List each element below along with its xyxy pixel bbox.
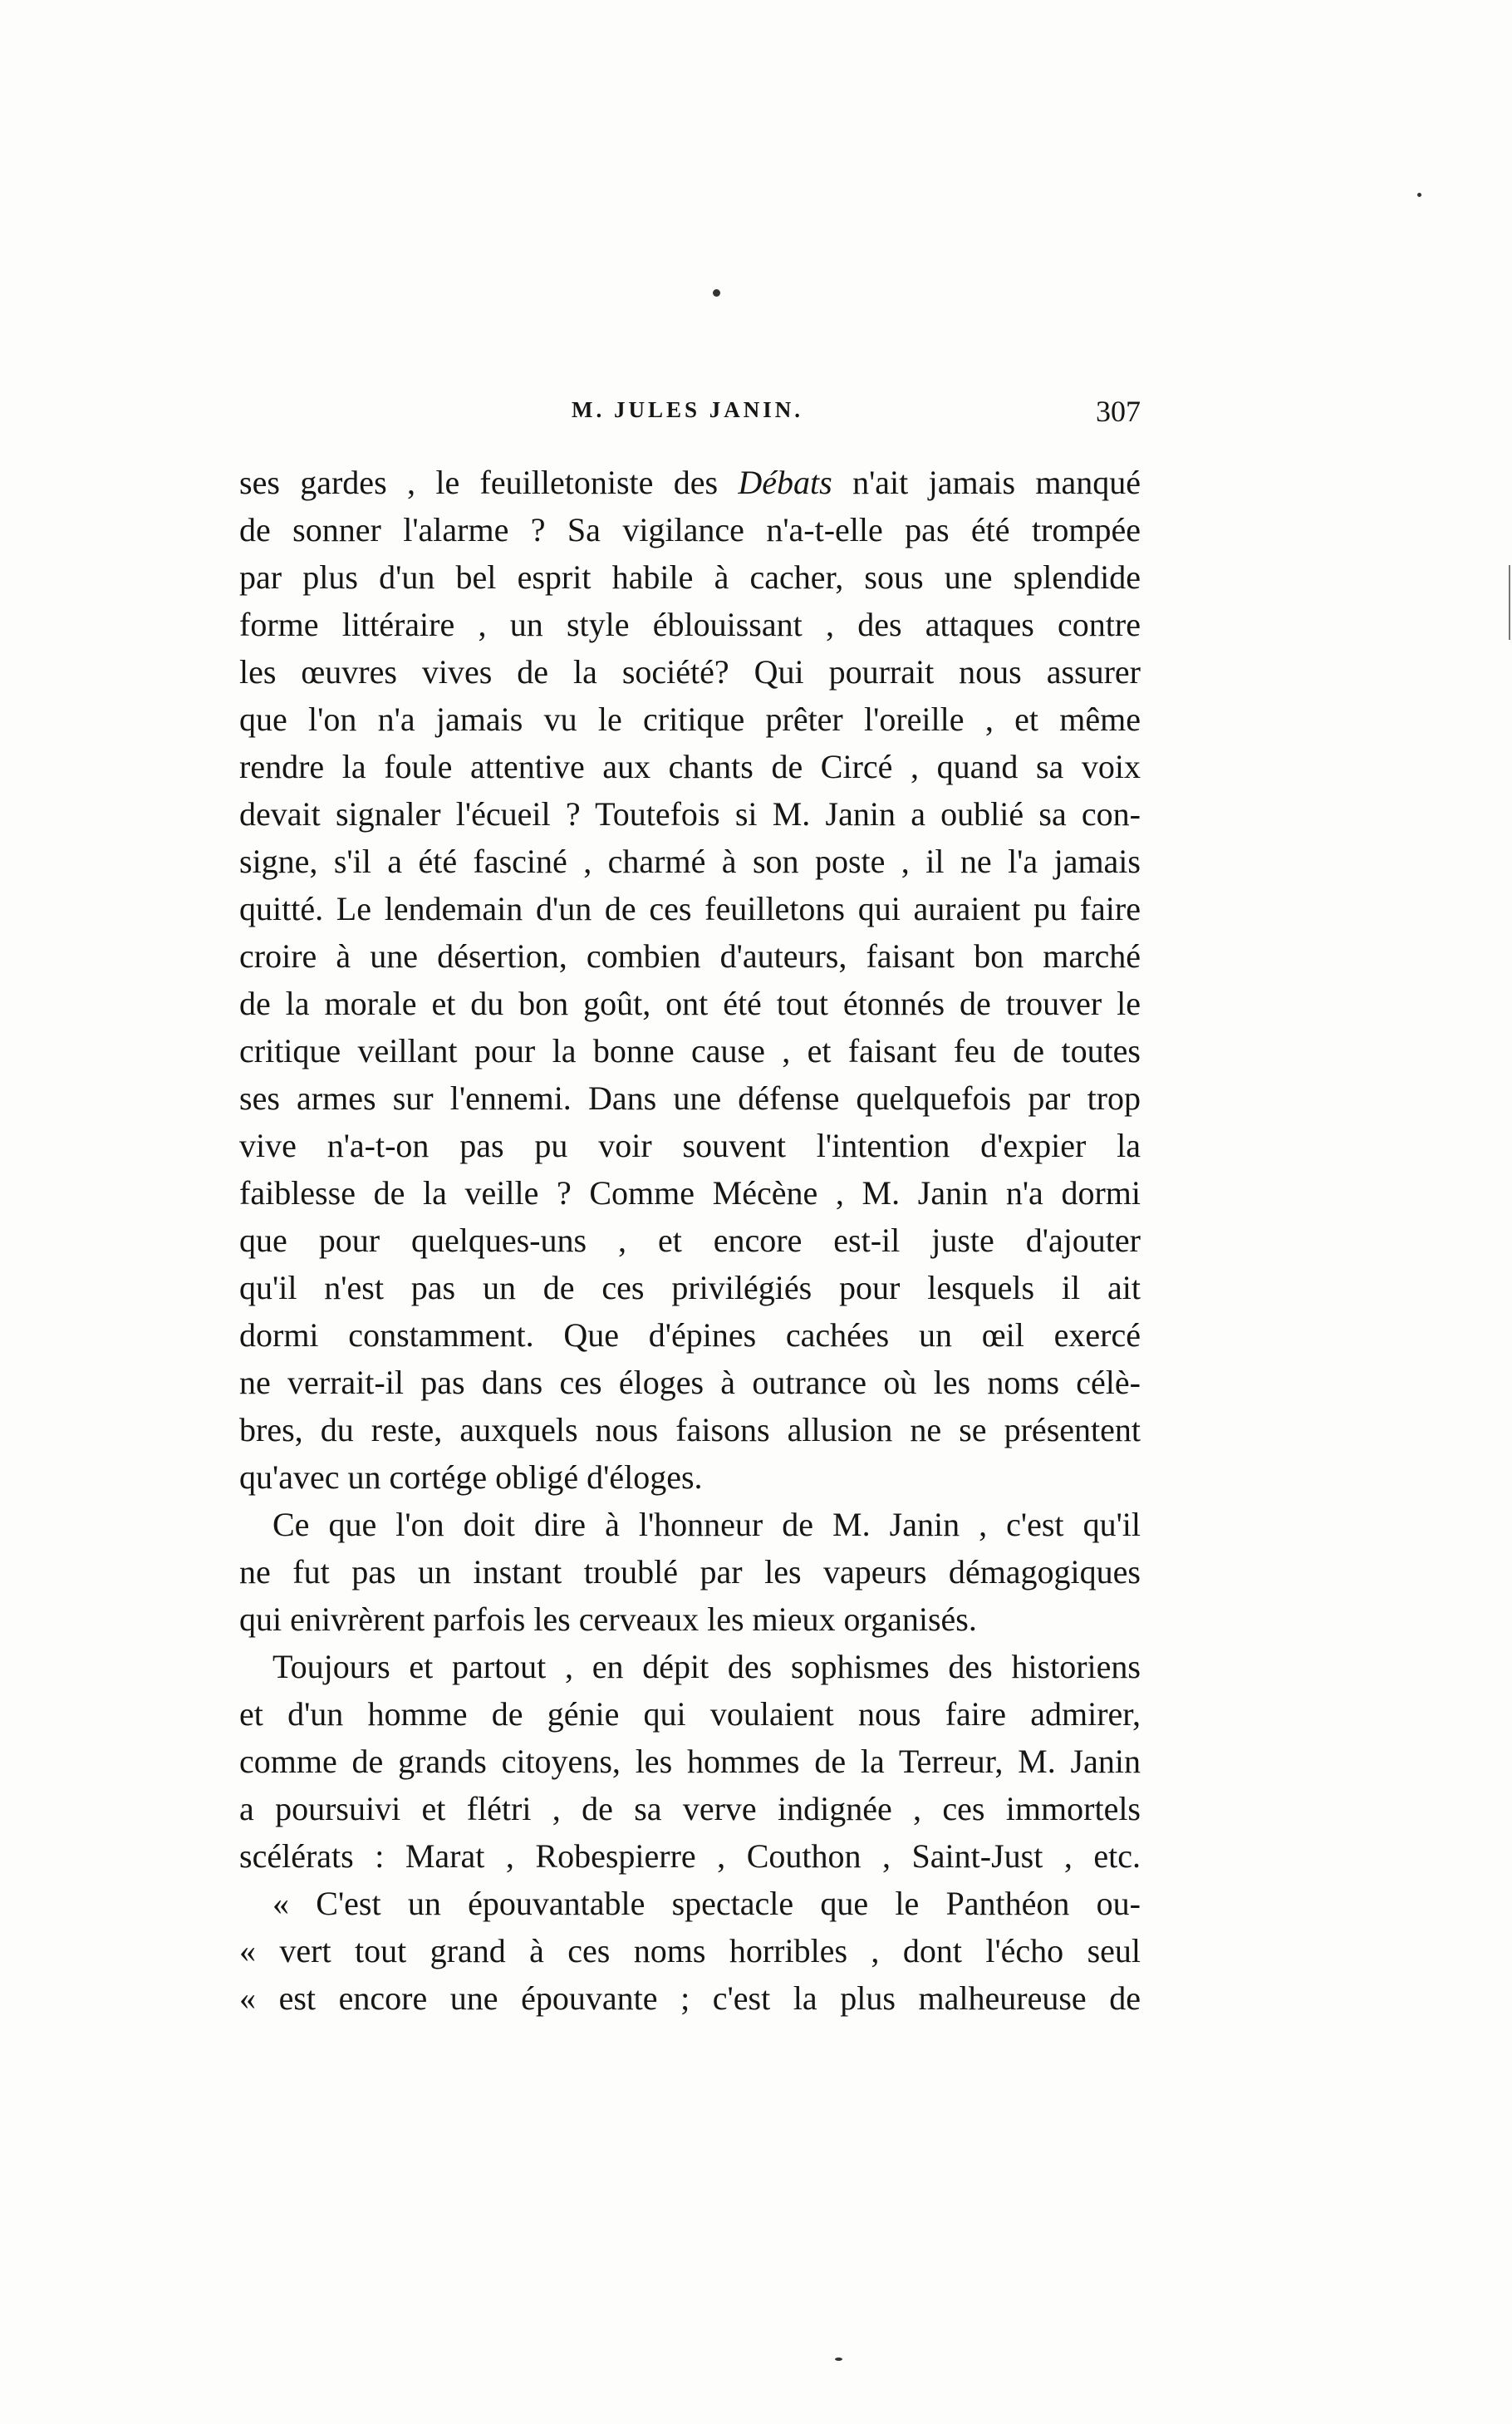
- paragraph: [239, 1643, 1141, 1880]
- text-line: bres, du reste, auxquels nous faisons allusion ne se présentent: [239, 1411, 1141, 1448]
- text-line: que l'on n'a jamais vu le critique prêter l'oreille , et même: [239, 701, 1141, 738]
- text-line: et d'un homme de génie qui voulaient nous faire admirer,: [239, 1695, 1141, 1733]
- text-line: ne fut pas un instant troublé par les vapeurs démagogiques: [239, 1553, 1141, 1591]
- text-line: « C'est un épouvantable spectacle que le Panthéon ou-: [272, 1885, 1141, 1922]
- page-number: 307: [1096, 395, 1141, 428]
- text-line: « est encore une épouvante ; c'est la plus malheureuse de: [239, 1979, 1141, 2017]
- text-line: qu'il n'est pas un de ces privilégiés pour lesquels il ait: [239, 1269, 1141, 1306]
- text-line: qui enivrèrent parfois les cerveaux les mieux organisés.: [239, 1600, 977, 1638]
- text-line: ne verrait-il pas dans ces éloges à outrance où les noms célè-: [239, 1364, 1141, 1401]
- text-line: critique veillant pour la bonne cause , et faisant feu de toutes: [239, 1032, 1141, 1069]
- text-line: scélérats : Marat , Robespierre , Couthon , Saint-Just , etc.: [239, 1837, 1141, 1875]
- quotation: [239, 1880, 1141, 2022]
- text-line: comme de grands citoyens, les hommes de la Terreur, M. Janin: [239, 1743, 1141, 1780]
- running-title: M. JULES JANIN.: [572, 397, 804, 422]
- text-line: que pour quelques-uns , et encore est-il juste d'ajouter: [239, 1222, 1141, 1259]
- text-line: les œuvres vives de la société? Qui pourrait nous assurer: [239, 653, 1141, 691]
- text-line: dormi constamment. Que d'épines cachées un œil exercé: [239, 1316, 1141, 1354]
- paragraph: [239, 459, 1141, 1501]
- text-line: croire à une désertion, combien d'auteurs, faisant bon marché: [239, 937, 1141, 975]
- text-line: « vert tout grand à ces noms horribles , dont l'écho seul: [239, 1932, 1141, 1969]
- text-line: a poursuivi et flétri , de sa verve indignée , ces immortels: [239, 1790, 1141, 1827]
- italic-title: Débats: [738, 464, 832, 501]
- text-line: rendre la foule attentive aux chants de Circé , quand sa voix: [239, 748, 1141, 785]
- body-text: [239, 459, 1141, 2022]
- text-line: de sonner l'alarme ? Sa vigilance n'a-t-elle pas été trompée: [239, 511, 1141, 548]
- text-line: qu'avec un cortége obligé d'éloges.: [239, 1458, 703, 1496]
- ink-speck: [835, 2358, 842, 2361]
- margin-mark: [1509, 565, 1510, 640]
- ink-speck: [713, 289, 720, 297]
- text-line: ses gardes , le feuilletoniste des Débats n'ait jamais manqué: [239, 464, 1141, 501]
- text-line: faiblesse de la veille ? Comme Mécène , M. Janin n'a dormi: [239, 1174, 1141, 1212]
- text-line: ses armes sur l'ennemi. Dans une défense quelquefois par trop: [239, 1079, 1141, 1117]
- text-line: forme littéraire , un style éblouissant , des attaques contre: [239, 606, 1141, 643]
- text-line: devait signaler l'écueil ? Toutefois si M. Janin a oublié sa con-: [239, 795, 1141, 833]
- text-line: quitté. Le lendemain d'un de ces feuilletons qui auraient pu faire: [239, 890, 1141, 927]
- text-line: par plus d'un bel esprit habile à cacher, sous une splendide: [239, 558, 1141, 596]
- text-line: de la morale et du bon goût, ont été tout étonnés de trouver le: [239, 985, 1141, 1022]
- text-line: vive n'a-t-on pas pu voir souvent l'intention d'expier la: [239, 1127, 1141, 1164]
- text-line: Ce que l'on doit dire à l'honneur de M. Janin , c'est qu'il: [272, 1506, 1141, 1543]
- running-head: [239, 397, 1141, 439]
- ink-speck: [1417, 193, 1421, 197]
- text-line: signe, s'il a été fasciné , charmé à son poste , il ne l'a jamais: [239, 843, 1141, 880]
- paragraph: [239, 1501, 1141, 1643]
- text-line: Toujours et partout , en dépit des sophismes des historiens: [272, 1648, 1141, 1685]
